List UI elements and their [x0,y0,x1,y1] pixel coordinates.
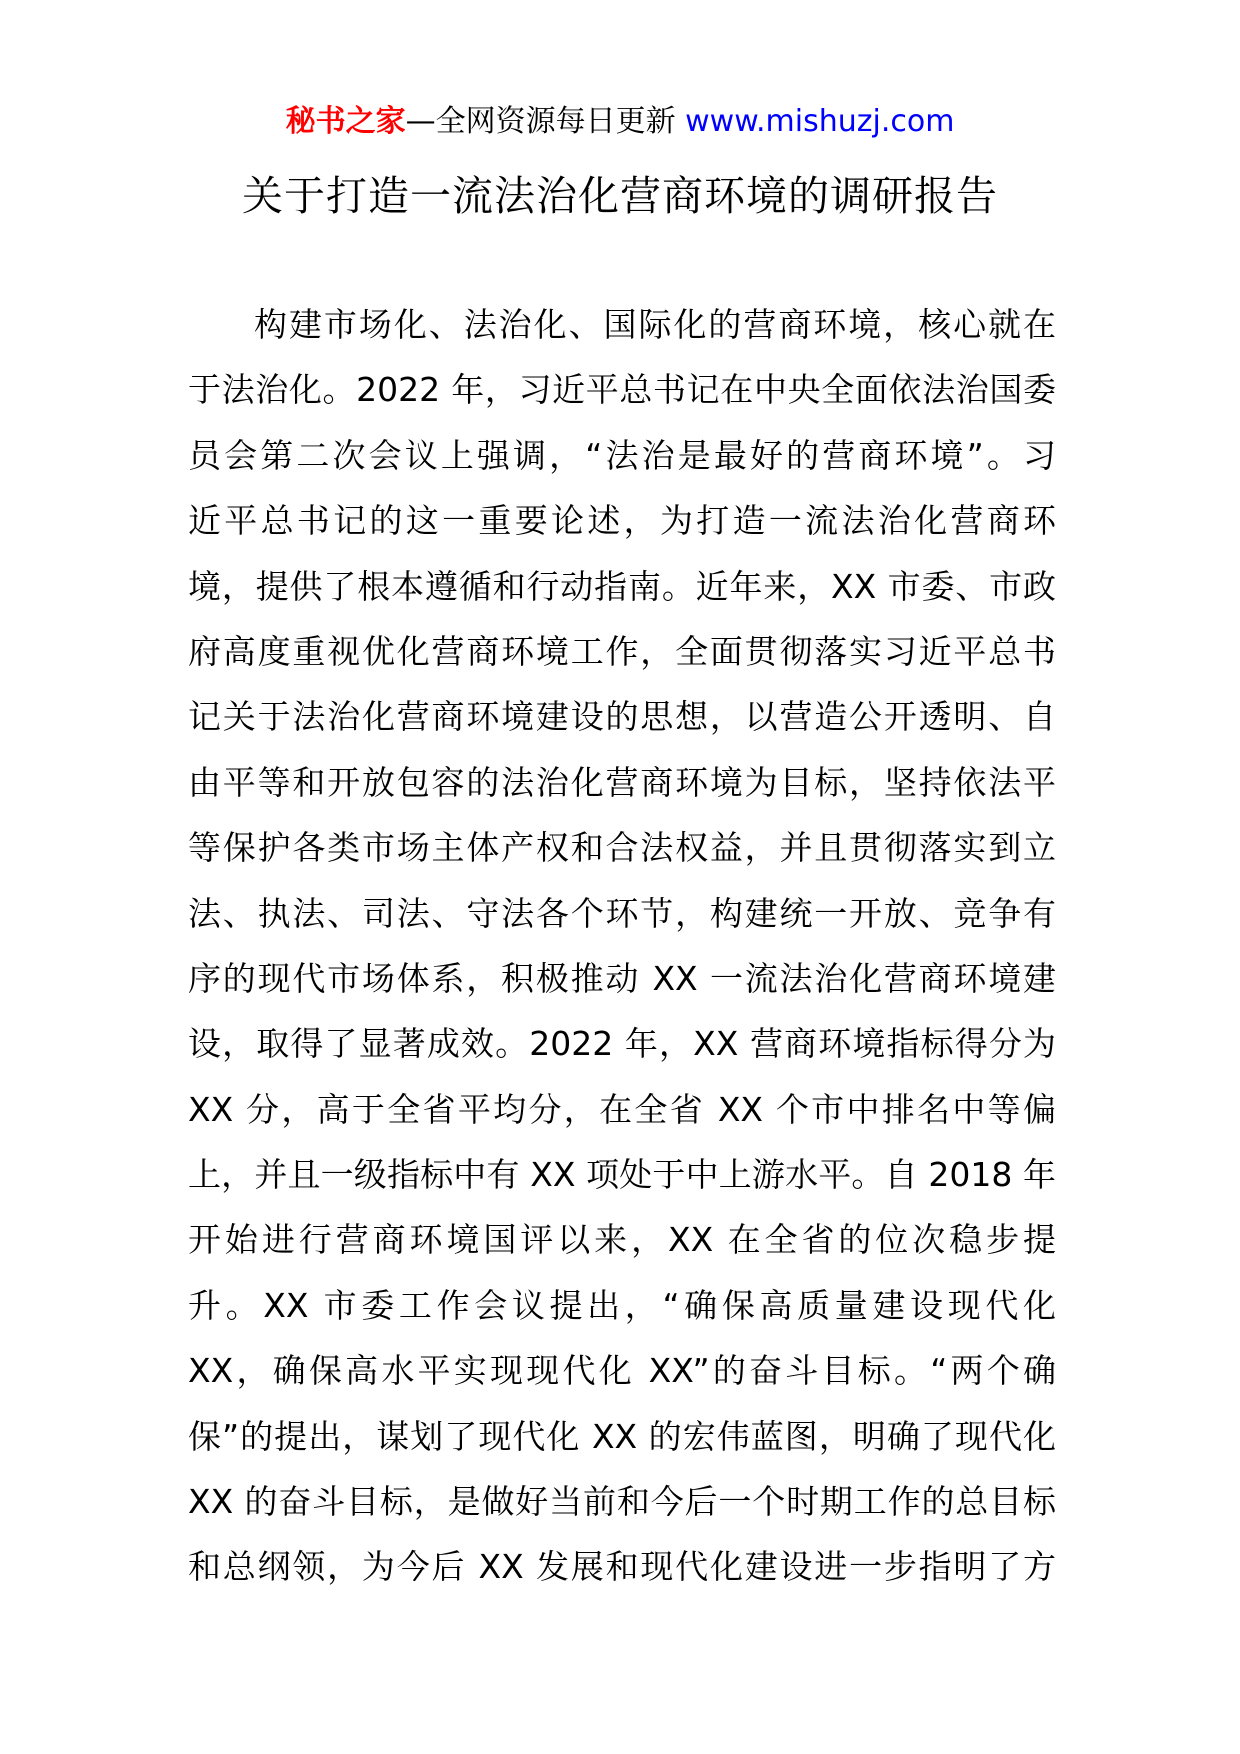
paragraph-line: 记关于法治化营商环境建设的思想，以营造公开透明、自 [188,697,1056,737]
paragraph-line: 于法治化。2022 年，习近平总书记在中央全面依法治国委 [188,370,1056,410]
paragraph-line: XX 的奋斗目标，是做好当前和今后一个时期工作的总目标 [188,1482,1056,1522]
paragraph-line: 序的现代市场体系，积极推动 XX 一流法治化营商环境建 [188,958,1056,998]
site-header [0,100,1240,144]
paragraph-line: 开始进行营商环境国评以来，XX 在全省的位次稳步提 [188,1220,1056,1260]
paragraph-line: 设，取得了显著成效。2022 年，XX 营商环境指标得分为 [188,1024,1056,1064]
header-tagline: —全网资源每日更新 [405,104,676,139]
paragraph-line: XX，确保高水平实现现代化 XX”的奋斗目标。“两个确 [188,1351,1056,1391]
paragraph-line: 升。XX 市委工作会议提出，“确保高质量建设现代化 [188,1285,1056,1325]
paragraph-line: XX 分，高于全省平均分，在全省 XX 个市中排名中等偏 [188,1089,1056,1129]
site-url-link[interactable]: www.mishuzj.com [685,104,955,139]
paragraph-line: 府高度重视优化营商环境工作，全面贯彻落实习近平总书 [188,631,1056,671]
body-paragraph [188,292,1056,1600]
paragraph-line: 近平总书记的这一重要论述，为打造一流法治化营商环 [188,501,1056,541]
paragraph-line: 构建市场化、法治化、国际化的营商环境，核心就在 [254,305,1056,344]
document-title: 关于打造一流法治化营商环境的调研报告 [242,172,998,220]
paragraph-line: 上，并且一级指标中有 XX 项处于中上游水平。自 2018 年 [188,1155,1056,1195]
paragraph-line: 保”的提出，谋划了现代化 XX 的宏伟蓝图，明确了现代化 [188,1416,1056,1456]
paragraph-line: 由平等和开放包容的法治化营商环境为目标，坚持依法平 [188,762,1056,802]
paragraph-line: 和总纲领，为今后 XX 发展和现代化建设进一步指明了方 [188,1547,1056,1587]
paragraph-line: 等保护各类市场主体产权和合法权益，并且贯彻落实到立 [188,828,1056,868]
paragraph-line: 境，提供了根本遵循和行动指南。近年来，XX 市委、市政 [188,566,1056,606]
brand-name: 秘书之家 [285,104,406,139]
paragraph-line: 员会第二次会议上强调，“法治是最好的营商环境”。习 [188,435,1056,475]
paragraph-line: 法、执法、司法、守法各个环节，构建统一开放、竞争有 [188,893,1056,933]
